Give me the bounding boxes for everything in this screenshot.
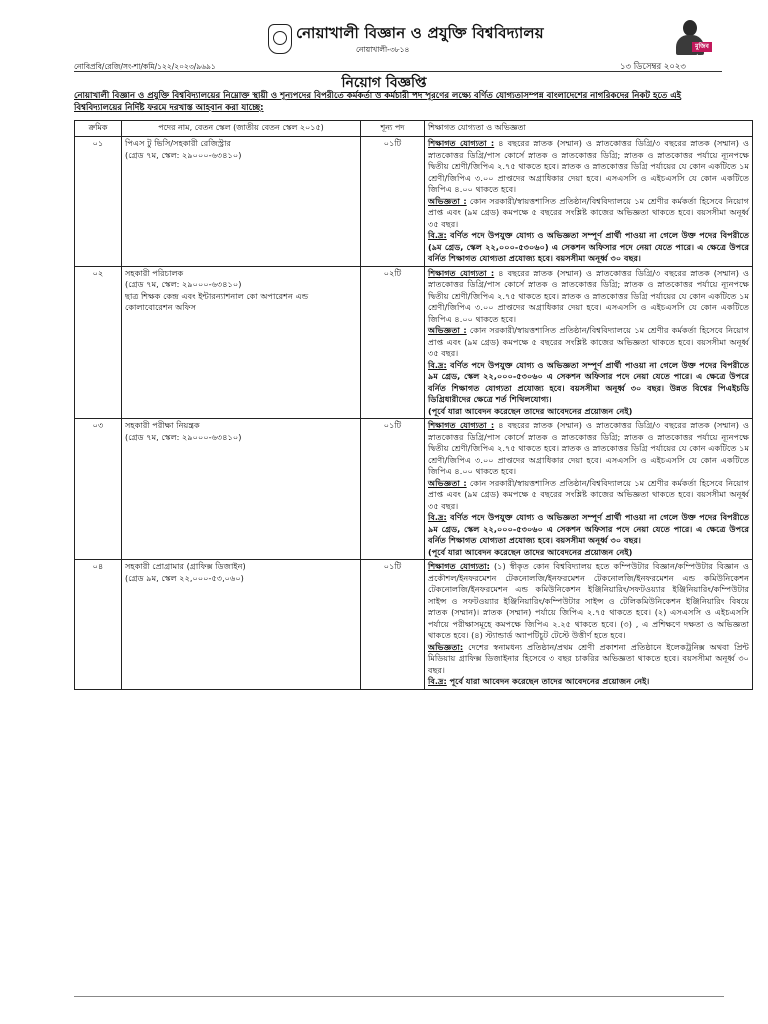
row-qualification [425,137,753,267]
row-post [122,419,361,560]
experience-text: কোন সরকারী/স্বায়ত্তশাসিত প্রতিষ্ঠান/বিশ্ববিদ্যালয়ে ১ম শ্রেণীর কর্মকর্তা হিসেবে নিয়োগ প্রাপ্ত এবং (৯ম গ্রেড) কমপক্ষে ৫ বছরের সংশ্লিষ্ট কাজের অভিজ্ঞতা থাকতে হবে। বয়সসীমা অনূর্ধ্ব ৩৫ বছর। [428,325,749,358]
note-text: বর্ণিত পদে উপযুক্ত যোগ্য ও অভিজ্ঞতা সম্পূর্ণ প্রার্থী পাওয়া না গেলে উক্ত পদের বিপরীতে (৯ম গ্রেড, স্কেল ২২,০০০-৫৩০৬০) এ সেকশন অফিসার পদে নেয়া যেতে পারে। এ ক্ষেত্রে উপরে বর্নিত শিক্ষাগত যোগ্যতা প্রযোজ্য হবে। বয়সসীমা অনূর্ধ্ব ৩০ বছর। [428,230,749,263]
header-vacancy: শূন্য পদ [361,121,425,137]
education-text: (১) স্বীকৃত কোন বিশ্ববিদ্যালয় হতে কম্পিউটার বিজ্ঞান/কম্পিউটার বিজ্ঞান ও প্রকৌশল/ইনফরমেশন টেকনোলজি/ইনফরমেশন টেকনোলজি/ইনফরমেশন এন্ড কমিউনিকেশন টেকনোলজি/ইনফরমেশন এন্ড কমিউনিকেশন ইঞ্জিনিয়ারিং/সফটওয়্যার ইঞ্জিনিয়ারিং/কম্পিউটার সাইন্স ও সফটওয়্যার ইঞ্জিনিয়ারিং/কম্পিউটার সাইন্স ও টেলিকমিউনিকেশন ইঞ্জিনিয়ারিং বিষয়ে স্নাতক (সম্মান)। স্নাতক (সম্মান) পর্যায়ে জিপিএ ২.৭৫ থাকতে হবে। (২) এসএসসি ও এইচএসসি পর্যায়ে পরীক্ষাসমূহে কমপক্ষে জিপিএ ২.২৫ থাকতে হবে। (৩) , এ প্রশিক্ষণে দক্ষতা ও অভিজ্ঞতা থাকতে হবে। (৪) স্ট্যান্ডার্ড অ্যাপটিচুট টেস্টে উত্তীর্ণ হতে হবে। [428,561,749,640]
row-vacancy: ০১টি [361,419,425,560]
experience-text: দেশের স্বনামধন্য প্রতিষ্ঠান/প্রথম শ্রেণী প্রকাশনা প্রতিষ্ঠানে ইলেকট্রনিক্স অথবা প্রিন্ট মিডিয়ায় গ্রাফিক্স ডিজাইনার হিসেবে ৩ বছর চাকরির অভিজ্ঞতা থাকতে হবে। বয়সসীমা অনূর্ধ্ব ৩০ বছর। [428,641,749,675]
row-serial: ০২ [75,266,122,419]
experience-label: অভিজ্ঞতা: [428,641,464,652]
mujib-100-logo: মুজিব ১০০ [692,42,712,52]
portrait-image [672,18,710,60]
post-grade: (গ্রেড ৭ম, স্কেল: ২৯০০০-৬৩৪১০) [125,279,242,289]
experience-text: কোন সরকারী/স্বায়ত্তশাসিত প্রতিষ্ঠান/বিশ্ববিদ্যালয়ে ১ম শ্রেণীর কর্মকর্তা হিসেবে নিয়োগ প্রাপ্ত এবং (৯ম গ্রেড) কমপক্ষে ৫ বছরের সংশ্লিষ্ট কাজের অভিজ্ঞতা থাকতে হবে। বয়সসীমা অনূর্ধ্ব ৩৫ বছর। [428,477,749,511]
notice-date: ১৩ ডিসেম্বর ২০২৩ [620,62,686,72]
table-header-row [75,121,753,137]
note-block [428,676,749,688]
page-bottom-divider [74,996,724,997]
table-row [75,560,753,690]
portrait-head-shape [683,20,697,36]
education-text: ৪ বছরের স্নাতক (সম্মান) ও স্নাতকোত্তর ডিগ্রি/৩ বছরের স্নাতক (সম্মান) ও স্নাতকোত্তর ডিগ্রি/পাস কোর্সে স্নাতক ও স্নাতকোত্তর ডিগ্রি; স্নাতক ও স্নাতকোত্তর পর্যায়ে ন্যূনপক্ষে দ্বিতীয় শ্রেণী/জিপিএ ২.৭৫ থাকতে হবে। স্নাতক ও স্নাতকোত্তর ডিগ্রি পর্যায়ের যে কোন একটিতে ১ম শ্রেণী/জিপিএ ৩.০০ প্রাপ্তদের অগ্রাধিকার দেয়া হবে। এসএসসি ও এইচএসসি যে কোন একটিতে জিপিএ ৪.০০ থাকতে হবে। [428,267,749,324]
post-title: পিএস টু ভিসি/সহকারী রেজিস্ট্রার [125,138,231,148]
post-office: ছাত্র শিক্ষক কেন্দ্র এবং ইন্টারন্যাশনাল কো অপারেশন এন্ড কোলাবোরেশন অফিস [125,290,309,312]
row-post [122,560,361,690]
education-text: ৪ বছরের স্নাতক (সম্মান) ও স্নাতকোত্তর ডিগ্রি/৩ বছরের স্নাতক (সম্মান) ও স্নাতকোত্তর ডিগ্রি/পাস কোর্সে স্নাতক ও স্নাতকোত্তর ডিগ্রি; স্নাতক ও স্নাতকোত্তর পর্যায়ে ন্যূনপক্ষে দ্বিতীয় শ্রেণী/জিপিএ ২.৭৫ থাকতে হবে। স্নাতক ও স্নাতকোত্তর ডিগ্রি পর্যায়ের যে কোন একটিতে ১ম শ্রেণী/জিপিএ ৩.০০ প্রাপ্তদের অগ্রাধিকার দেয়া হবে। এসএসসি ও এইচএসসি যে কোন একটিতে জিপিএ ৪.০০ থাকতে হবে। [428,420,749,476]
table-row [75,266,753,419]
experience-label: অভিজ্ঞতা : [428,195,467,206]
notice-title-text: নিয়োগ বিজ্ঞপ্তি [341,75,427,91]
row-serial: ০৪ [75,560,122,690]
row-vacancy: ০১টি [361,560,425,690]
education-block [428,268,749,326]
experience-block [428,642,749,677]
note-label: বি.দ্র: [428,359,447,370]
post-title: সহকারী পরীক্ষা নিয়ন্ত্রক [125,420,200,430]
header-serial: ক্রমিক [75,121,122,137]
note-text: পূর্বে যারা আবেদন করেছেন তাদের আবেদনের প্রয়োজন নেই। [449,676,650,686]
note-label: বি.দ্র: [428,230,447,240]
table-row [75,137,753,267]
education-text: ৪ বছরের স্নাতক (সম্মান) ও স্নাতকোত্তর ডিগ্রি/৩ বছরের স্নাতক (সম্মান) ও স্নাতকোত্তর ডিগ্রি/পাস কোর্সে স্নাতক ও স্নাতকোত্তর ডিগ্রি; স্নাতক ও স্নাতকোত্তর পর্যায়ে ন্যূনপক্ষে দ্বিতীয় শ্রেণী/জিপিএ ২.৭৫ থাকতে হবে। স্নাতক ও স্নাতকোত্তর ডিগ্রি পর্যায়ের যে কোন একটিতে ১ম শ্রেণী/জিপিএ ৩.০০ প্রাপ্তদের অগ্রাধিকার দেয়া হবে। এসএসসি ও এইচএসসি যে কোন একটিতে জিপিএ ৪.০০ থাকতে হবে। [428,138,749,194]
row-qualification [425,560,753,690]
positions-table [74,120,753,690]
university-address: নোয়াখালী-৩৮১৪ [356,45,410,54]
university-seal-icon [268,24,292,54]
post-title: সহকারী পরিচালক [125,267,184,278]
row-vacancy: ০২টি [361,266,425,419]
experience-label: অভিজ্ঞতা : [428,325,467,335]
row-qualification [425,266,753,419]
note-text: বর্ণিত পদে উপযুক্ত যোগ্য ও অভিজ্ঞতা সম্পূর্ণ প্রার্থী পাওয়া না গেলে উক্ত পদের বিপরীতে ৯ম গ্রেড, স্কেল ২২,০০০-৫৩০৬০ এ সেকশন অফিসার পদে নেয়া যেতে পারে। এ ক্ষেত্রে উপরে বর্নিত শিক্ষাগত যোগ্যতা প্রযোজ্য হবে। বয়সসীমা অনূর্ধ্ব ৩০ বছর। [428,512,749,545]
note-label: বি.দ্র: [428,512,447,522]
header-qualification: শিক্ষাগত যোগ্যতা ও অভিজ্ঞতা [425,121,753,137]
note-block [428,512,749,547]
row-serial: ০১ [75,137,122,267]
table-row [75,419,753,560]
notice-intro: নোয়াখালী বিজ্ঞান ও প্রযুক্তি বিশ্ববিদ্যালয়ের নিম্নোক্ত স্থায়ী ও শূন্যপদের বিপরীতে কর্মকর্তা ও কর্মচারী পদ পূরণের লক্ষ্যে বর্ণিত যোগ্যতাসম্পন্ন বাংলাদেশের নাগরিকদের নিকট হতে এই বিশ্ববিদ্যালয়ের নির্দিষ্ট ফরমে দরখাস্ত আহবান করা যাচ্ছে: [74,91,682,113]
note-label: বি.দ্র: [428,676,447,686]
experience-block [428,325,749,360]
row-vacancy: ০১টি [361,137,425,267]
extra-note: (পূর্বে যারা আবেদন করেছেন তাদের আবেদনের প্রয়োজন নেই) [428,546,633,557]
experience-text: কোন সরকারী/স্বায়ত্তশাসিত প্রতিষ্ঠান/বিশ্ববিদ্যালয়ে ১ম শ্রেণীর কর্মকর্তা হিসেবে নিয়োগ প্রাপ্ত এবং (৯ম গ্রেড) কমপক্ষে ৫ বছরের সংশ্লিষ্ট কাজের অভিজ্ঞতা থাকতে হবে। বয়সসীমা অনূর্ধ্ব ৩৫ বছর। [428,195,749,229]
experience-block [428,478,749,513]
education-block [428,138,749,196]
header-post: পদের নাম, বেতন স্কেল (জাতীয় বেতন স্কেল ২০১৫) [122,121,361,137]
experience-label: অভিজ্ঞতা : [428,477,467,488]
education-label: শিক্ষাগত যোগ্যতা: [428,561,490,571]
row-qualification [425,419,753,560]
education-label: শিক্ষাগত যোগ্যতা : [428,267,495,278]
experience-block [428,196,749,231]
education-block [428,420,749,478]
post-grade: (গ্রেড ৭ম, স্কেল: ২৯০০০-৬৩৪১০) [125,149,242,160]
note-text: বর্ণিত পদে উপযুক্ত যোগ্য ও অভিজ্ঞতা সম্পূর্ণ প্রার্থী পাওয়া না গেলে উক্ত পদের বিপরীতে ৯ম গ্রেড, স্কেল ২২,০০০-৫৩০৬০ এ সেকশন অফিসার পদে নেয়া যেতে পারে। এ ক্ষেত্রে উপরে বর্নিত শিক্ষাগত যোগ্যতা প্রযোজ্য হবে। বয়সসীমা অনূর্ধ্ব ৩০ বছর। উন্নত বিশ্বের পিএইচডি ডিগ্রিধারীদের ক্ষেত্রে শর্ত শিথিলযোগ্য। [428,359,749,404]
post-grade: (গ্রেড ৭ম, স্কেল: ২৯০০০-৬৩৪১০) [125,431,242,442]
education-block [428,561,749,642]
memo-number: নোবিপ্রবি/রেজি/সং-শা/কমি/১২২/২০২৩/৯৬৯১ [74,62,216,71]
row-post [122,137,361,267]
note-block [428,360,749,406]
note-block [428,230,749,265]
university-name: নোয়াখালী বিজ্ঞান ও প্রযুক্তি বিশ্ববিদ্যালয় [296,24,544,42]
education-label: শিক্ষাগত যোগ্যতা : [428,138,495,148]
post-grade: (গ্রেড ৯ম, স্কেল ২২,০০০-৫৩,০৬০) [125,572,244,583]
post-title: সহকারী প্রোগ্রামার (গ্রাফিক্স ডিজাইন) [125,561,246,571]
education-label: শিক্ষাগত যোগ্যতা : [428,420,495,430]
row-serial: ০৩ [75,419,122,560]
extra-note: (পূর্বে যারা আবেদন করেছেন তাদের আবেদনের প্রয়োজন নেই) [428,405,633,416]
row-post [122,266,361,419]
